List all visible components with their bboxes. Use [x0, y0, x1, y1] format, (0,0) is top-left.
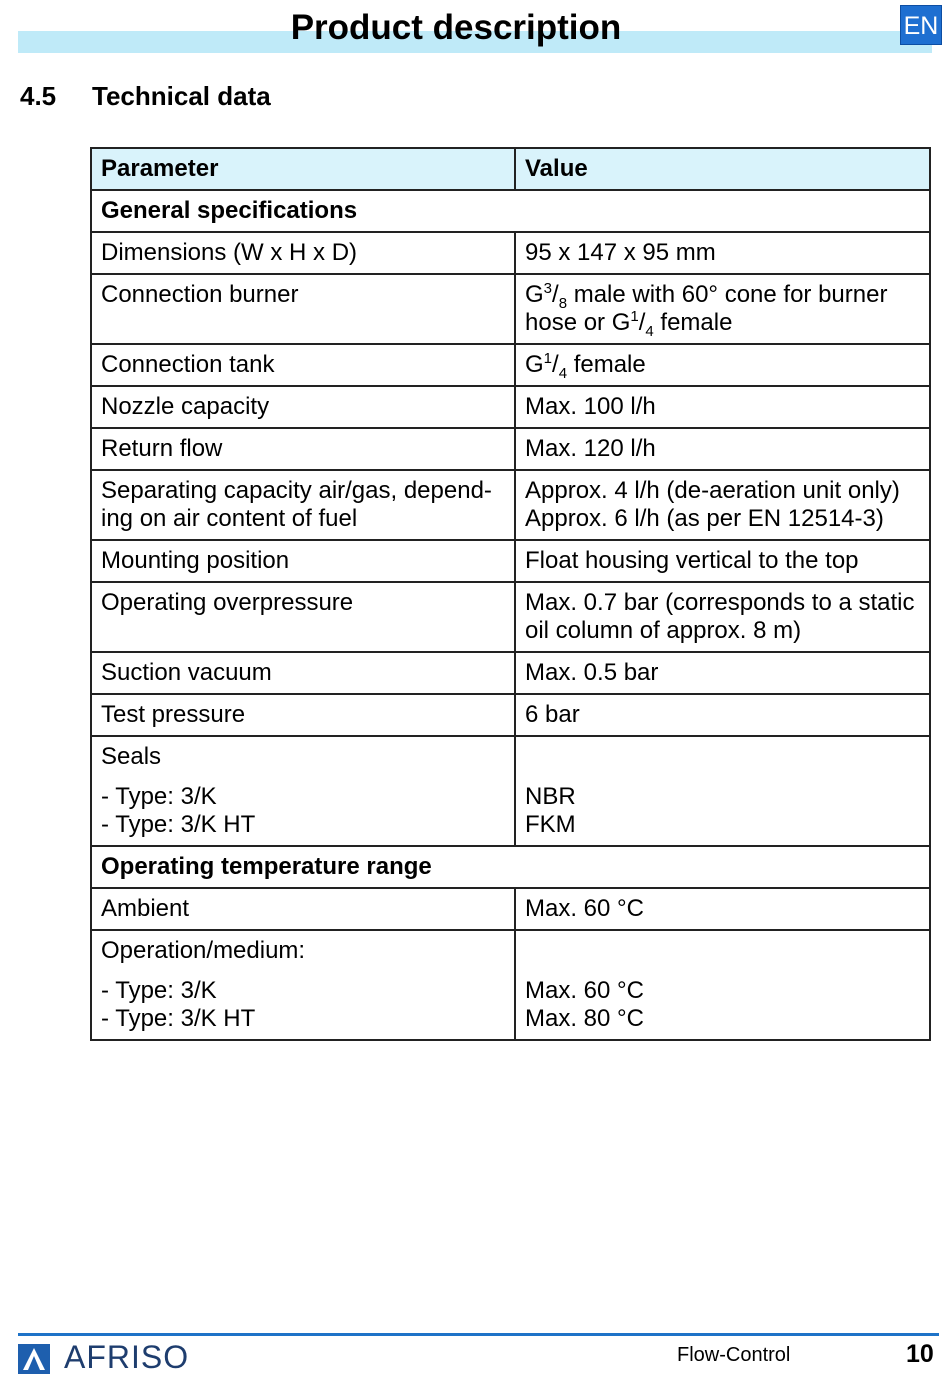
row-value: 95 x 147 x 95 mm: [515, 232, 930, 274]
row-value: $G^3/_8$ male with 60° cone for burner hose or $G^1/_4$ female: [515, 274, 930, 344]
table-row: [91, 540, 930, 582]
row-label: Dimensions (W x H x D): [91, 232, 515, 274]
row-label: [91, 930, 515, 1040]
header-parameter: Parameter: [91, 148, 515, 190]
group-heading-general: General specifications: [91, 190, 930, 232]
value-part: G: [525, 351, 544, 378]
group-heading-temperature: Operating temperature range: [91, 846, 930, 888]
table-row: [91, 344, 930, 386]
group-row-general: [91, 190, 930, 232]
label-line: Operation/medium:: [101, 937, 306, 964]
row-value: Max. 100 l/h: [515, 386, 930, 428]
fraction-numerator: 3: [543, 280, 553, 297]
table-row: [91, 694, 930, 736]
brand-logo-text: AFRISO: [64, 1339, 190, 1375]
label-line: ing on air content of fuel: [101, 505, 358, 532]
value-line: NBR: [525, 783, 576, 810]
row-label: Suction vacuum: [91, 652, 515, 694]
spacer: [101, 771, 505, 783]
table-row: [91, 652, 930, 694]
label-line: - Type: 3/K: [101, 783, 217, 810]
footer-divider: [18, 1333, 939, 1336]
value-line: Max. 80 °C: [525, 1005, 644, 1032]
label-line: Separating capacity air/gas, depend-: [101, 477, 492, 504]
table-row: [91, 470, 930, 540]
fraction-denominator: 4: [558, 364, 568, 382]
value-line: Approx. 4 l/h (de-aeration unit only): [525, 477, 900, 504]
row-label: [91, 470, 515, 540]
language-badge: EN: [900, 5, 942, 45]
page-title: Product description: [290, 8, 622, 47]
row-label: Nozzle capacity: [91, 386, 515, 428]
value-line: Max. 60 °C: [525, 977, 644, 1004]
header-value: Value: [515, 148, 930, 190]
fraction-numerator: 1: [543, 350, 553, 367]
afriso-logo-icon: [18, 1344, 50, 1374]
group-row-temperature: [91, 846, 930, 888]
table-row: [91, 386, 930, 428]
row-label: Operating overpressure: [91, 582, 515, 652]
page-number: 10: [906, 1340, 934, 1368]
row-label: Ambient: [91, 888, 515, 930]
table-row: [91, 930, 930, 1040]
table-row: [91, 428, 930, 470]
value-line: Approx. 6 l/h (as per EN 12514-3): [525, 505, 884, 532]
label-line: - Type: 3/K HT: [101, 1005, 256, 1032]
section-title: Technical data: [92, 81, 271, 111]
table-row: [91, 888, 930, 930]
label-line: - Type: 3/K: [101, 977, 217, 1004]
table-row: [91, 736, 930, 846]
spacer: [525, 937, 920, 965]
fraction-denominator: 8: [558, 294, 568, 312]
table-row: [91, 274, 930, 344]
table-header-row: [91, 148, 930, 190]
row-value: Max. 120 l/h: [515, 428, 930, 470]
row-label: Connection tank: [91, 344, 515, 386]
value-part: female: [567, 351, 646, 378]
row-label: Return flow: [91, 428, 515, 470]
row-value: [515, 470, 930, 540]
row-value: [515, 930, 930, 1040]
section-number: 4.5: [20, 81, 57, 111]
value-part: female: [653, 309, 733, 336]
row-value: Float housing vertical to the top: [515, 540, 930, 582]
row-value: [515, 736, 930, 846]
table-row: [91, 582, 930, 652]
row-label: Connection burner: [91, 274, 515, 344]
row-value: Max. 60 °C: [515, 888, 930, 930]
row-label: [91, 736, 515, 846]
technical-data-table: [90, 147, 931, 1041]
value-part: male with 60° cone for burner hose or G: [525, 281, 888, 336]
label-line: - Type: 3/K HT: [101, 811, 256, 838]
spacer: [525, 743, 920, 771]
row-label: Mounting position: [91, 540, 515, 582]
row-label: Test pressure: [91, 694, 515, 736]
fraction-denominator: 4: [645, 322, 654, 340]
spacer: [101, 965, 505, 977]
row-value: Max. 0.7 bar (corresponds to a static oil column of approx. 8 m): [515, 582, 930, 652]
spacer: [525, 965, 920, 977]
spacer: [525, 771, 920, 783]
footer-product-name: Flow-Control: [677, 1344, 791, 1366]
row-value: $G^1/_4$ female: [515, 344, 930, 386]
row-value: Max. 0.5 bar: [515, 652, 930, 694]
fraction-numerator: 1: [630, 308, 639, 325]
table-row: [91, 232, 930, 274]
value-line: FKM: [525, 811, 576, 838]
value-part: G: [525, 281, 544, 308]
row-value: 6 bar: [515, 694, 930, 736]
label-line: Seals: [101, 743, 162, 770]
